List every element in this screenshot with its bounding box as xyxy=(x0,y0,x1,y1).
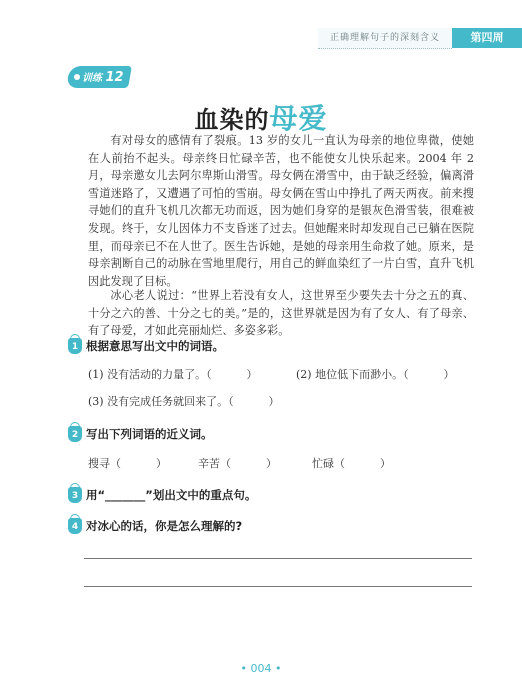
question-2-item-3: 忙碌（ ） xyxy=(312,457,391,470)
question-1-text: 根据意思写出文中的词语。 xyxy=(86,339,224,353)
page-number: • 004 • xyxy=(240,662,282,675)
question-3-text: 用“_______”划出文中的重点句。 xyxy=(86,488,257,502)
week-label: 第四周 xyxy=(452,28,522,48)
question-2-text: 写出下列词语的近义词。 xyxy=(86,427,213,441)
page-title xyxy=(0,97,522,137)
question-number-icon: 1 xyxy=(68,338,82,354)
answer-line[interactable] xyxy=(84,558,472,559)
tag-text xyxy=(82,69,124,85)
tag-label: 训练 xyxy=(82,73,102,84)
section-header-title: 正确理解句子的深刻含义 xyxy=(318,28,452,49)
question-1 xyxy=(68,338,224,354)
question-1-item-1: (1) 没有活动的力量了。（ ） xyxy=(88,368,258,381)
question-2 xyxy=(68,426,213,442)
question-3 xyxy=(68,487,256,503)
question-number-icon: 2 xyxy=(68,426,82,442)
title-main: 血染的 xyxy=(194,106,270,134)
question-number-icon: 4 xyxy=(68,518,82,534)
tag-number: 12 xyxy=(105,70,124,85)
question-2-item-1: 搜寻（ ） xyxy=(88,457,167,470)
question-number-icon: 3 xyxy=(68,487,82,503)
answer-line[interactable] xyxy=(84,586,472,587)
training-tag xyxy=(60,66,130,88)
tag-hole xyxy=(74,74,80,80)
question-1-item-3: (3) 没有完成任务就回来了。（ ） xyxy=(88,395,280,408)
title-highlight: 母爱 xyxy=(269,102,328,135)
body-paragraph-2: 冰心老人说过：“世界上若没有女人，这世界至少要失去十分之五的真、十分之六的善、十分之七的美。”是的，这世界就是因为有了女人、有了母亲、有了母爱，才如此亮丽灿烂、多姿多彩。 xyxy=(88,289,474,338)
question-1-item-2: (2) 地位低下而渺小。（ ） xyxy=(296,368,455,381)
question-4 xyxy=(68,518,242,534)
body-paragraph-1: 有对母女的感情有了裂痕。13 岁的女儿一直认为母亲的地位卑微，使她在人前抬不起头。母亲终日忙碌辛苦，也不能使女儿快乐起来。2004 年 2 月，母亲邀女儿去阿尔卑斯山滑雪。母女俩在滑雪中，由于缺乏经验，偏离滑雪道迷路了，又遭遇了可怕的雪崩。母女俩在雪山中挣扎了两天两夜。前来搜寻她们的直升飞机几次都无功而返，因为她们身穿的是银灰色滑雪装，很难被发现。终于，女儿因体力不支昏迷了过去。但她醒来时却发现自己已躺在医院里，而母亲已不在人世了。医生告诉她，是她的母亲用生命救了她。原来，是母亲割断自己的动脉在雪地里爬行，用自己的鲜血染红了一片白雪，直升飞机因此发现了目标。 xyxy=(88,134,474,288)
question-4-text: 对冰心的话，你是怎么理解的? xyxy=(86,519,243,533)
question-2-item-2: 辛苦（ ） xyxy=(198,457,277,470)
